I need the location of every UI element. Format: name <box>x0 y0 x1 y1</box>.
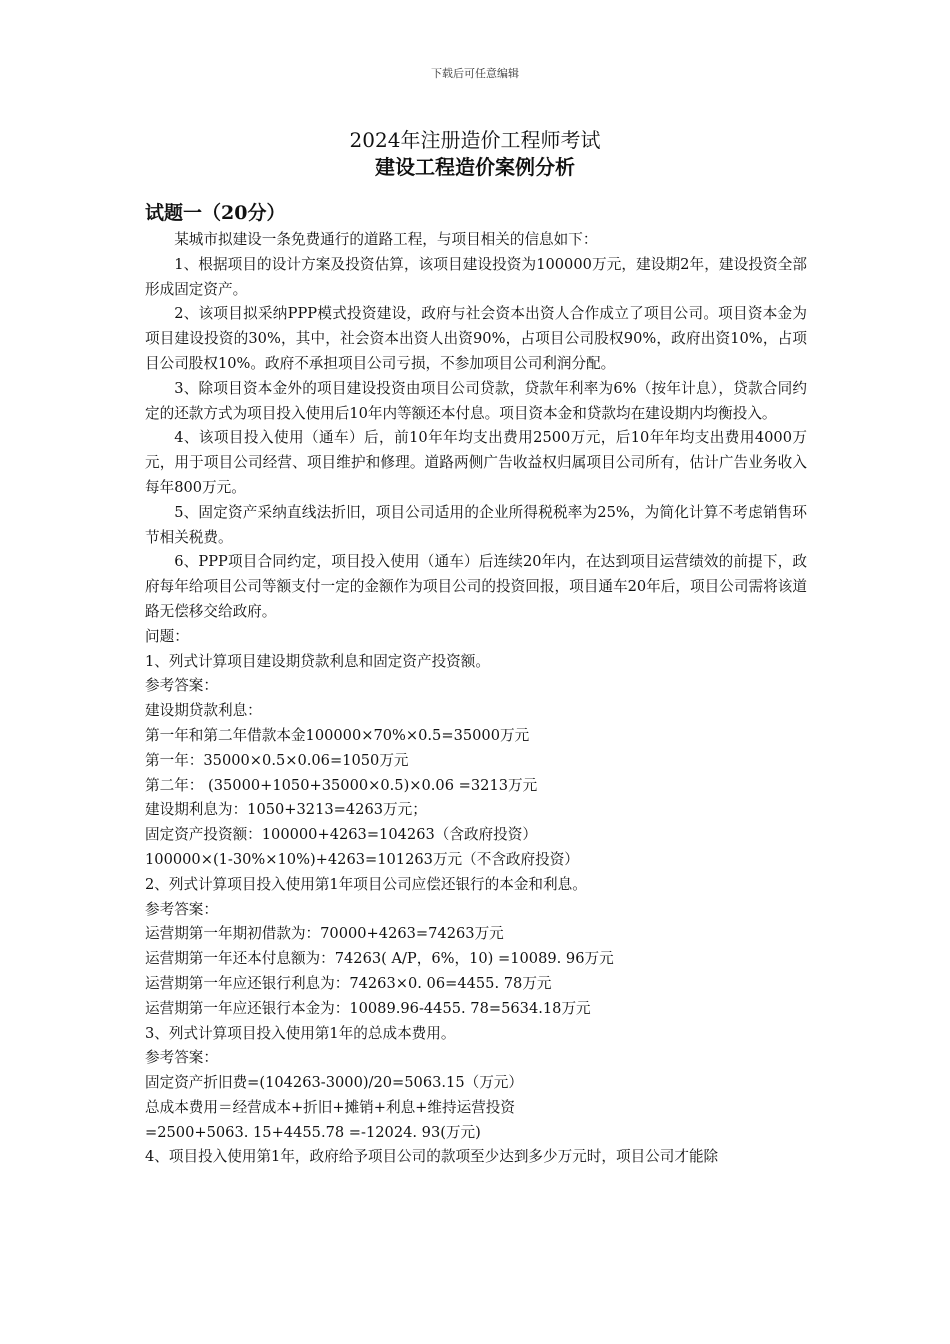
document-body <box>145 228 807 1170</box>
paragraph: 5、固定资产采纳直线法折旧，项目公司适用的企业所得税税率为25%，为简化计算不考虑销售环节相关税费。 <box>145 503 807 546</box>
paragraph: 6、PPP项目合同约定，项目投入使用（通车）后连续20年内，在达到项目运营绩效的前提下，政府每年给项目公司等额支付一定的金额作为项目公司的投资回报，项目通车20年后，项目公司需将该道路无偿移交给政府。 <box>145 553 807 620</box>
exam-subtitle: 建设工程造价案例分析 <box>375 155 575 179</box>
paragraph: 1、根据项目的设计方案及投资估算，该项目建设投资为100000万元，建设期2年，建设投资全部形成固定资产。 <box>145 255 807 298</box>
paragraph: 100000×(1-30%×10%)+4263=101263万元（不含政府投资） <box>145 850 579 868</box>
paragraph: 2、列式计算项目投入使用第1年项目公司应偿还银行的本金和利息。 <box>145 875 587 893</box>
paragraph: 4、该项目投入使用（通车）后，前10年年均支出费用2500万元，后10年年均支出费用4000万元，用于项目公司经营、项目维护和修理。道路两侧广告收益权归属项目公司所有，估计广告业务收入每年800万元。 <box>145 429 807 496</box>
paragraph: 2、该项目拟采纳PPP模式投资建设，政府与社会资本出资人合作成立了项目公司。项目资本金为项目建设投资的30%，其中，社会资本出资人出资90%，占项目公司股权90%，政府出资10%，占项目公司股权10%。政府不承担项目公司亏损，不参加项目公司利润分配。 <box>145 305 807 372</box>
paragraph: 建设期贷款利息： <box>145 702 262 720</box>
paragraph: 某城市拟建设一条免费通行的道路工程，与项目相关的信息如下： <box>174 231 598 248</box>
paragraph: 建设期利息为：1050+3213=4263万元； <box>145 801 427 819</box>
paragraph: =2500+5063. 15+4455.78 =-12024. 93(万元) <box>145 1123 481 1141</box>
paragraph: 运营期第一年应还银行利息为：74263×0. 06=4455. 78万元 <box>145 974 552 992</box>
paragraph: 总成本费用＝经营成本+折旧+摊销+利息+维持运营投资 <box>145 1098 515 1116</box>
paragraph: 第一年和第二年借款本金100000×70%×0.5=35000万元 <box>145 726 530 744</box>
paragraph: 运营期第一年应还银行本金为：10089.96-4455. 78=5634.18万元 <box>145 999 591 1017</box>
page-header-note: 下载后可任意编辑 <box>431 67 519 80</box>
paragraph: 第二年： (35000+1050+35000×0.5)×0.06 =3213万元 <box>145 776 538 794</box>
paragraph: 4、项目投入使用第1年，政府给予项目公司的款项至少达到多少万元时，项目公司才能除 <box>145 1148 719 1166</box>
paragraph: 参考答案： <box>145 677 218 695</box>
paragraph: 3、除项目资本金外的项目建设投资由项目公司贷款，贷款年利率为6%（按年计息），贷款合同约定的还款方式为项目投入使用后10年内等额还本付息。项目资本金和贷款均在建设期内均衡投入。 <box>145 379 807 422</box>
exam-title: 2024年注册造价工程师考试 <box>349 128 601 152</box>
section-heading: 试题一（20分） <box>145 202 286 224</box>
paragraph: 固定资产投资额：100000+4263=104263（含政府投资） <box>145 826 537 844</box>
paragraph: 运营期第一年期初借款为：70000+4263=74263万元 <box>145 925 504 943</box>
paragraph: 固定资产折旧费=(104263-3000)/20=5063.15（万元） <box>145 1074 523 1092</box>
paragraph: 1、列式计算项目建设期贷款利息和固定资产投资额。 <box>145 652 490 670</box>
paragraph: 参考答案： <box>145 1049 218 1067</box>
paragraph: 第一年：35000×0.5×0.06=1050万元 <box>145 751 409 769</box>
paragraph: 问题： <box>145 627 189 645</box>
paragraph: 参考答案： <box>145 900 218 918</box>
paragraph: 运营期第一年还本付息额为：74263( A/P，6%，10) =10089. 96万元 <box>145 950 614 968</box>
paragraph: 3、列式计算项目投入使用第1年的总成本费用。 <box>145 1024 456 1042</box>
